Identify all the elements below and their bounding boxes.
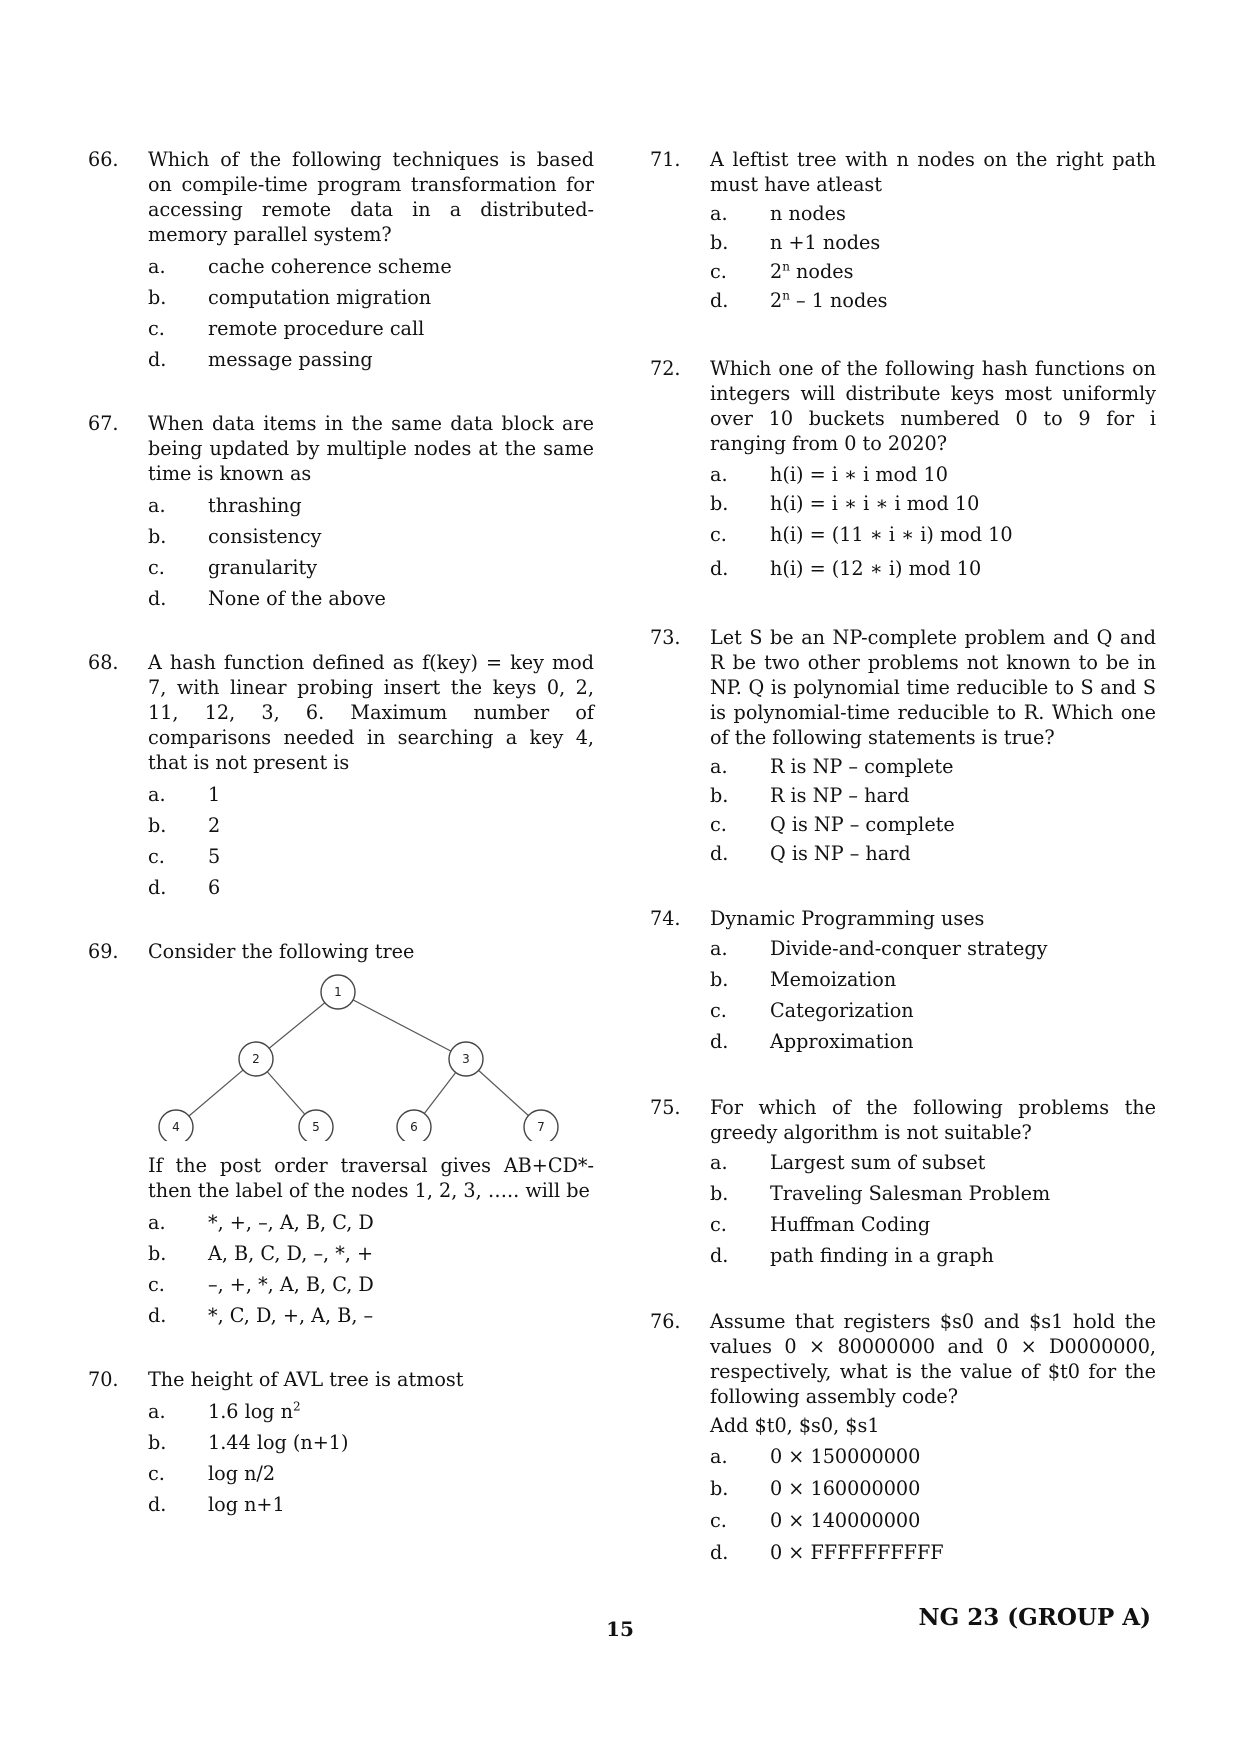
question-70 xyxy=(88,1367,594,1520)
option xyxy=(710,1505,1156,1537)
option xyxy=(710,286,1156,315)
question-stem: The height of AVL tree is atmost xyxy=(148,1368,464,1391)
option xyxy=(710,810,1156,839)
option xyxy=(710,839,1156,868)
option-label: d. xyxy=(148,876,167,899)
option-text xyxy=(770,286,1156,315)
option xyxy=(710,460,1156,489)
option-label: c. xyxy=(710,1509,727,1532)
option-label: d. xyxy=(710,842,729,865)
option-text: *, C, D, +, A, B, – xyxy=(208,1304,374,1327)
option xyxy=(148,251,594,282)
option xyxy=(148,313,594,344)
tree-node-label: 3 xyxy=(462,1052,470,1066)
option-text: Largest sum of subset xyxy=(770,1151,986,1174)
option-label: a. xyxy=(148,255,166,278)
tree-node-label: 7 xyxy=(537,1120,545,1134)
option-text: 1.44 log (n+1) xyxy=(208,1431,349,1454)
option xyxy=(148,1269,594,1300)
option-text: h(i) = i ∗ i ∗ i mod 10 xyxy=(770,492,980,515)
option xyxy=(710,964,1156,995)
option xyxy=(710,781,1156,810)
options-list xyxy=(148,1396,594,1520)
option xyxy=(148,490,594,521)
question-75 xyxy=(650,1095,1156,1271)
question-number: 74. xyxy=(650,907,681,930)
options-list xyxy=(710,1147,1156,1271)
option-text: 6 xyxy=(208,876,221,899)
question-stem: Which one of the following hash functions on integers will distribute keys most uniformly over 10 buckets numbered 0 to 9 for i ranging from 0 to 2020? xyxy=(710,357,1156,455)
option-text-main: – 1 nodes xyxy=(789,289,888,312)
option xyxy=(710,933,1156,964)
option-label: b. xyxy=(710,784,729,807)
option-text: R is NP – hard xyxy=(770,784,910,807)
superscript: n xyxy=(782,259,790,274)
options-list xyxy=(710,752,1156,868)
option-text: 2 xyxy=(208,814,221,837)
tree-node-label: 5 xyxy=(312,1120,320,1134)
option-label: a. xyxy=(710,202,728,225)
option-label: b. xyxy=(710,492,729,515)
option-text xyxy=(208,1396,594,1427)
option-label: c. xyxy=(710,260,727,283)
option-label: c. xyxy=(148,1273,165,1296)
option-label: d. xyxy=(148,348,167,371)
option xyxy=(148,583,594,614)
question-stem: A leftist tree with n nodes on the right path must have atleast xyxy=(710,148,1156,196)
question-68 xyxy=(88,650,594,903)
option xyxy=(710,489,1156,518)
question-stem: Which of the following techniques is based on compile-time program transformation for accessing remote data in a distributed-memory parallel system? xyxy=(148,148,594,246)
question-72 xyxy=(650,356,1156,586)
option-label: d. xyxy=(710,1030,729,1053)
question-69 xyxy=(88,939,594,1331)
option xyxy=(710,1473,1156,1505)
option-text: –, +, *, A, B, C, D xyxy=(208,1273,374,1296)
option xyxy=(710,1537,1156,1569)
question-number: 75. xyxy=(650,1096,681,1119)
option xyxy=(148,1207,594,1238)
option-text: message passing xyxy=(208,348,373,371)
option-text: h(i) = (11 ∗ i ∗ i) mod 10 xyxy=(770,523,1013,546)
option xyxy=(710,1209,1156,1240)
option-label: d. xyxy=(710,1541,729,1564)
option-label: a. xyxy=(710,1151,728,1174)
option xyxy=(148,872,594,903)
tree-node-label: 4 xyxy=(172,1120,180,1134)
option-text: 1 xyxy=(208,783,221,806)
option-text: n nodes xyxy=(770,202,846,225)
option-text: granularity xyxy=(208,556,318,579)
option xyxy=(148,282,594,313)
options-list xyxy=(148,1207,594,1331)
question-stem: Assume that registers $s0 and $s1 hold the values 0 × 80000000 and 0 × D0000000, respectively, what is the value of $t0 for the following assembly code? xyxy=(710,1310,1156,1408)
superscript: n xyxy=(782,288,790,303)
option-label: a. xyxy=(148,1400,166,1423)
question-number: 66. xyxy=(88,148,119,171)
option-label: b. xyxy=(148,525,167,548)
option xyxy=(710,1026,1156,1057)
option-text: R is NP – complete xyxy=(770,755,954,778)
option-label: b. xyxy=(148,1242,167,1265)
option-text-main: nodes xyxy=(789,260,854,283)
option-label: c. xyxy=(148,845,165,868)
question-71 xyxy=(650,147,1156,315)
option xyxy=(148,779,594,810)
option-text: 5 xyxy=(208,845,221,868)
question-number: 68. xyxy=(88,651,119,674)
option-label: b. xyxy=(710,231,729,254)
option-text: 0 × 140000000 xyxy=(770,1509,921,1532)
options-list xyxy=(710,199,1156,315)
option xyxy=(148,1300,594,1331)
option xyxy=(710,1147,1156,1178)
question-74 xyxy=(650,906,1156,1057)
edge-1-3 xyxy=(338,992,466,1059)
option xyxy=(710,518,1156,552)
option-text: h(i) = i ∗ i mod 10 xyxy=(770,463,948,486)
option xyxy=(710,1441,1156,1473)
option-text: 0 × FFFFFFFFFF xyxy=(770,1541,944,1564)
option xyxy=(710,1178,1156,1209)
option-label: d. xyxy=(710,289,729,312)
option-text: Q is NP – complete xyxy=(770,813,955,836)
option xyxy=(710,199,1156,228)
tree-svg xyxy=(148,966,568,1141)
question-number: 70. xyxy=(88,1368,119,1391)
option-label: a. xyxy=(710,937,728,960)
question-stem: A hash function defined as f(key) = key mod 7, with linear probing insert the keys 0, 2, 11, 12, 3, 6. Maximum number of comparisons needed in searching a key 4, that is not present is xyxy=(148,651,594,774)
question-number: 71. xyxy=(650,148,681,171)
option xyxy=(148,1396,594,1427)
question-66 xyxy=(88,147,594,375)
option-text: Divide-and-conquer strategy xyxy=(770,937,1048,960)
option-text: n +1 nodes xyxy=(770,231,881,254)
option-label: c. xyxy=(148,556,165,579)
option-label: c. xyxy=(148,317,165,340)
option-label: b. xyxy=(710,1477,729,1500)
option xyxy=(148,1427,594,1458)
binary-tree-diagram xyxy=(148,966,594,1147)
left-column xyxy=(88,147,594,1520)
option-text: computation migration xyxy=(208,286,432,309)
option-text-base: 2 xyxy=(770,260,783,283)
question-stem: Let S be an NP-complete problem and Q and R be two other problems not known to be in NP. Q is polynomial time reducible to S and S is polynomial-time reducible to R. Which one of the following statements is true? xyxy=(710,626,1156,749)
options-list xyxy=(710,1441,1156,1569)
right-column xyxy=(650,147,1156,1569)
page-number: 15 xyxy=(606,1617,634,1641)
option xyxy=(148,521,594,552)
option-label: b. xyxy=(148,1431,167,1454)
option-text: log n+1 xyxy=(208,1493,285,1516)
option xyxy=(710,1240,1156,1271)
option-text: 0 × 160000000 xyxy=(770,1477,921,1500)
options-list xyxy=(148,490,594,614)
option-text: Huffman Coding xyxy=(770,1213,931,1236)
option-text: path finding in a graph xyxy=(770,1244,994,1267)
option-text: Memoization xyxy=(770,968,897,991)
option-label: c. xyxy=(710,1213,727,1236)
option xyxy=(710,228,1156,257)
option-text: *, +, –, A, B, C, D xyxy=(208,1211,374,1234)
option-text: cache coherence scheme xyxy=(208,255,452,278)
option xyxy=(148,552,594,583)
option-text: Q is NP – hard xyxy=(770,842,911,865)
option-label: c. xyxy=(148,1462,165,1485)
option-label: d. xyxy=(148,1493,167,1516)
option-text: log n/2 xyxy=(208,1462,276,1485)
tree-node-label: 2 xyxy=(252,1052,260,1066)
question-stem: When data items in the same data block are being updated by multiple nodes at the same time is known as xyxy=(148,412,594,485)
option-label: c. xyxy=(710,813,727,836)
option-label: b. xyxy=(148,286,167,309)
question-number: 67. xyxy=(88,412,119,435)
question-stem-continued: If the post order traversal gives AB+CD*- then the label of the nodes 1, 2, 3, ….. will be xyxy=(148,1154,594,1202)
option-text: h(i) = (12 ∗ i) mod 10 xyxy=(770,557,982,580)
option xyxy=(148,344,594,375)
option-label: a. xyxy=(710,755,728,778)
question-stem: Consider the following tree xyxy=(148,940,415,963)
option-text-base: 2 xyxy=(770,289,783,312)
option xyxy=(148,841,594,872)
option-label: b. xyxy=(710,1182,729,1205)
superscript: 2 xyxy=(293,1399,301,1414)
options-list xyxy=(710,933,1156,1057)
tree-node-label: 6 xyxy=(410,1120,418,1134)
option-label: b. xyxy=(148,814,167,837)
option xyxy=(710,257,1156,286)
option-label: a. xyxy=(148,1211,166,1234)
option-label: c. xyxy=(710,999,727,1022)
question-73 xyxy=(650,625,1156,868)
tree-node-label: 1 xyxy=(334,985,342,999)
question-number: 73. xyxy=(650,626,681,649)
option-text: Traveling Salesman Problem xyxy=(770,1182,1051,1205)
question-stem: Dynamic Programming uses xyxy=(710,907,985,930)
option xyxy=(710,752,1156,781)
option-text: None of the above xyxy=(208,587,386,610)
option xyxy=(148,1489,594,1520)
option xyxy=(148,1238,594,1269)
option xyxy=(148,1458,594,1489)
option-label: a. xyxy=(710,463,728,486)
option-text: Categorization xyxy=(770,999,914,1022)
option-label: a. xyxy=(148,783,166,806)
question-stem: For which of the following problems the greedy algorithm is not suitable? xyxy=(710,1096,1156,1144)
assembly-code: Add $t0, $s0, $s1 xyxy=(710,1414,880,1437)
question-number: 69. xyxy=(88,940,119,963)
paper-code: NG 23 (GROUP A) xyxy=(918,1604,1151,1631)
option-label: c. xyxy=(710,523,727,546)
option-text: Approximation xyxy=(770,1030,914,1053)
option-label: d. xyxy=(710,1244,729,1267)
option xyxy=(710,995,1156,1026)
option-text xyxy=(770,257,1156,286)
question-76 xyxy=(650,1309,1156,1569)
option-text: 0 × 150000000 xyxy=(770,1445,921,1468)
options-list xyxy=(148,251,594,375)
question-number: 76. xyxy=(650,1310,681,1333)
option xyxy=(148,810,594,841)
option-label: d. xyxy=(148,587,167,610)
question-67 xyxy=(88,411,594,614)
options-list xyxy=(148,779,594,903)
option-label: a. xyxy=(148,494,166,517)
question-number: 72. xyxy=(650,357,681,380)
option-text: thrashing xyxy=(208,494,302,517)
option-text-main: 1.6 log n xyxy=(208,1400,294,1423)
option-label: a. xyxy=(710,1445,728,1468)
option-text: remote procedure call xyxy=(208,317,425,340)
option-text: consistency xyxy=(208,525,322,548)
option xyxy=(710,552,1156,586)
option-text: A, B, C, D, –, *, + xyxy=(208,1242,374,1265)
option-label: b. xyxy=(710,968,729,991)
option-label: d. xyxy=(148,1304,167,1327)
options-list xyxy=(710,460,1156,586)
option-label: d. xyxy=(710,557,729,580)
